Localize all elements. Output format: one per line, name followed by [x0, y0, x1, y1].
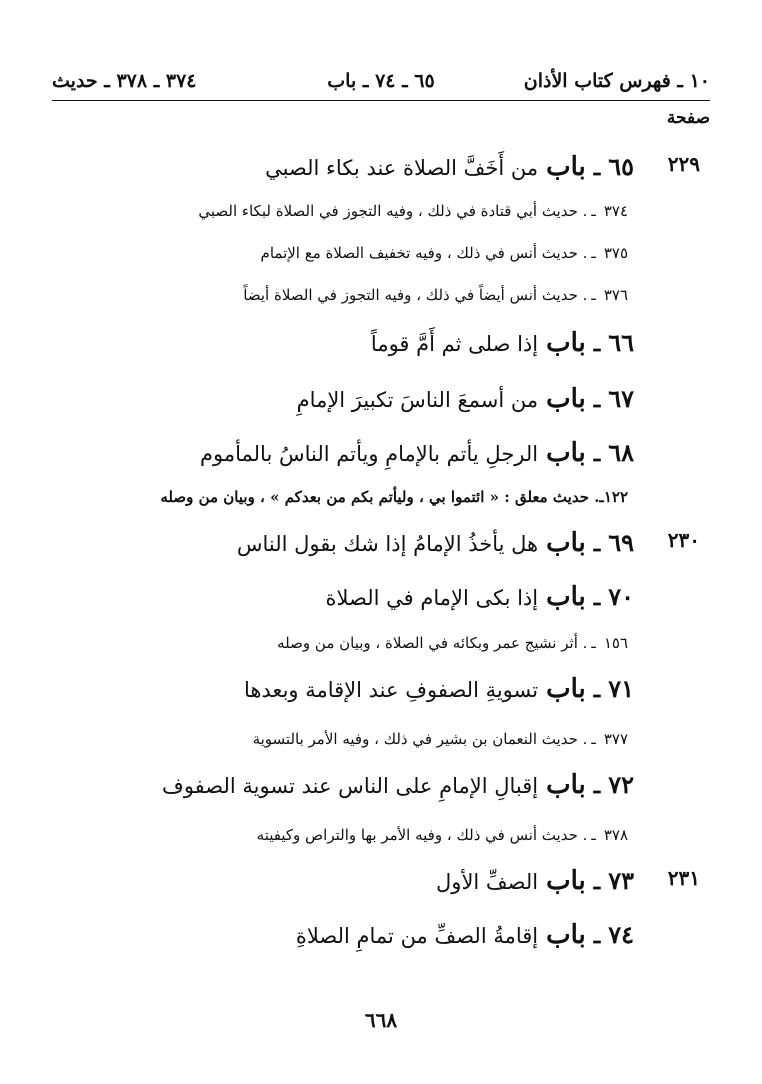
hadith-row — [0, 730, 762, 770]
dash: ـ — [593, 531, 601, 557]
dash: ـ — [591, 826, 596, 844]
bab-row — [0, 528, 762, 568]
hadith-row — [0, 202, 762, 242]
header-chapter: ١٠ ـ فهرس كتاب الأذان — [523, 70, 710, 92]
dash: ـ — [593, 155, 601, 181]
hadith-entry — [198, 202, 628, 220]
dash: ـ — [599, 488, 604, 506]
hadith-text: حديث معلق : « ائتموا بي ، وليأتم بكم من بعدكم » ، وبيان من وصله . — [160, 488, 600, 506]
bab-row — [0, 674, 762, 714]
bab-entry — [325, 582, 634, 612]
bab-row — [0, 152, 762, 192]
bab-number: ٧٢ — [608, 770, 634, 799]
bab-row — [0, 328, 762, 368]
hadith-row — [0, 488, 762, 528]
hadith-text: حديث أبي قتادة في ذلك ، وفيه التجوز في الصلاة لبكاء الصبي . — [198, 202, 588, 220]
bab-word: باب — [546, 920, 586, 950]
bab-entry — [371, 328, 634, 358]
hadith-text: حديث النعمان بن بشير في ذلك ، وفيه الأمر بالتسوية . — [252, 730, 588, 748]
dash: ـ — [593, 387, 601, 413]
dash: ـ — [593, 869, 601, 895]
bab-entry — [237, 528, 634, 558]
bab-entry — [162, 770, 634, 800]
bab-row — [0, 438, 762, 478]
hadith-text: حديث أنس في ذلك ، وفيه الأمر بها والتراص وكيفيته . — [256, 826, 588, 844]
dash: ـ — [593, 585, 601, 611]
bab-title: الرجلِ يأتم بالإمامِ ويأتم الناسُ بالمأموم — [200, 442, 539, 466]
page-number: ٦٦٨ — [364, 1008, 398, 1032]
hadith-text: حديث أنس في ذلك ، وفيه تخفيف الصلاة مع الإتمام . — [260, 244, 588, 262]
bab-word: باب — [546, 384, 586, 414]
hadith-entry — [257, 826, 628, 844]
bab-word: باب — [546, 528, 586, 558]
bab-word: باب — [546, 438, 586, 468]
bab-word: باب — [546, 674, 586, 704]
bab-entry — [265, 152, 634, 182]
bab-title: إقبالِ الإمامِ على الناس عند تسوية الصفوف — [162, 774, 539, 798]
dash: ـ — [591, 730, 596, 748]
bab-entry — [436, 866, 634, 896]
hadith-text: أثر نشيج عمر وبكائه في الصلاة ، وبيان من وصله . — [277, 634, 588, 652]
bab-title: هل يأخذُ الإمامُ إذا شك بقول الناس — [236, 532, 539, 556]
hadith-entry — [160, 488, 628, 506]
bab-number: ٧١ — [608, 674, 634, 703]
bab-entry — [244, 674, 634, 704]
entry-page-ref: ٢٣١ — [667, 866, 700, 890]
bab-title: الصفِّ الأول — [436, 870, 539, 894]
hadith-number: ٣٧٤ — [603, 202, 628, 220]
dash: ـ — [593, 677, 601, 703]
bab-row — [0, 582, 762, 622]
bab-number: ٦٩ — [608, 528, 634, 557]
bab-row — [0, 866, 762, 906]
bab-number: ٧٣ — [608, 866, 634, 895]
hadith-entry — [253, 730, 628, 748]
bab-title: من أسمعَ الناسَ تكبيرَ الإمامِ — [296, 388, 539, 412]
bab-entry — [296, 920, 634, 950]
bab-entry — [297, 384, 634, 414]
bab-number: ٦٦ — [608, 328, 634, 357]
hadith-entry — [261, 244, 628, 262]
hadith-row — [0, 244, 762, 284]
hadith-number: ٣٧٦ — [603, 286, 628, 304]
hadith-number: ١٢٢ — [603, 488, 628, 506]
header-hadith-range: ٣٧٤ ـ ٣٧٨ ـ حديث — [52, 70, 197, 92]
dash: ـ — [593, 923, 601, 949]
entry-page-ref: ٢٣٠ — [667, 528, 700, 552]
dash: ـ — [591, 286, 596, 304]
entry-page-ref: ٢٢٩ — [667, 152, 700, 176]
bab-number: ٦٨ — [608, 438, 634, 467]
page-column-label: صفحة — [666, 108, 710, 128]
header-bab-range: ٦٥ ـ ٧٤ ـ باب — [327, 70, 435, 92]
hadith-row — [0, 634, 762, 674]
hadith-row — [0, 286, 762, 326]
hadith-row — [0, 826, 762, 866]
dash: ـ — [593, 441, 601, 467]
bab-title: إذا بكى الإمام في الصلاة — [325, 586, 539, 610]
bab-entry — [200, 438, 634, 468]
bab-title: تسويةِ الصفوفِ عند الإقامة وبعدها — [243, 678, 539, 702]
bab-row — [0, 384, 762, 424]
bab-number: ٧٠ — [608, 582, 634, 611]
bab-word: باب — [546, 866, 586, 896]
bab-number: ٧٤ — [608, 920, 634, 949]
bab-title: إذا صلى ثم أَمَّ قوماً — [370, 332, 539, 356]
dash: ـ — [593, 331, 601, 357]
bab-title: من أَخَفَّ الصلاة عند بكاء الصبي — [265, 156, 539, 180]
bab-word: باب — [546, 582, 586, 612]
dash: ـ — [591, 244, 596, 262]
hadith-text: حديث أنس أيضاً في ذلك ، وفيه التجوز في الصلاة أيضاً . — [243, 286, 588, 304]
bab-word: باب — [546, 770, 586, 800]
bab-word: باب — [546, 328, 586, 358]
hadith-entry — [277, 634, 628, 652]
header-rule — [52, 100, 710, 101]
hadith-number: ١٥٦ — [603, 634, 628, 652]
hadith-number: ٣٧٥ — [603, 244, 628, 262]
dash: ـ — [591, 202, 596, 220]
hadith-entry — [243, 286, 628, 304]
bab-row — [0, 920, 762, 960]
bab-number: ٦٥ — [608, 152, 634, 181]
bab-word: باب — [546, 152, 586, 182]
bab-title: إقامةُ الصفِّ من تمامِ الصلاةِ — [295, 924, 539, 948]
bab-number: ٦٧ — [608, 384, 634, 413]
running-header — [52, 66, 710, 96]
bab-row — [0, 770, 762, 810]
dash: ـ — [593, 773, 601, 799]
dash: ـ — [591, 634, 596, 652]
hadith-number: ٣٧٧ — [603, 730, 628, 748]
hadith-number: ٣٧٨ — [603, 826, 628, 844]
